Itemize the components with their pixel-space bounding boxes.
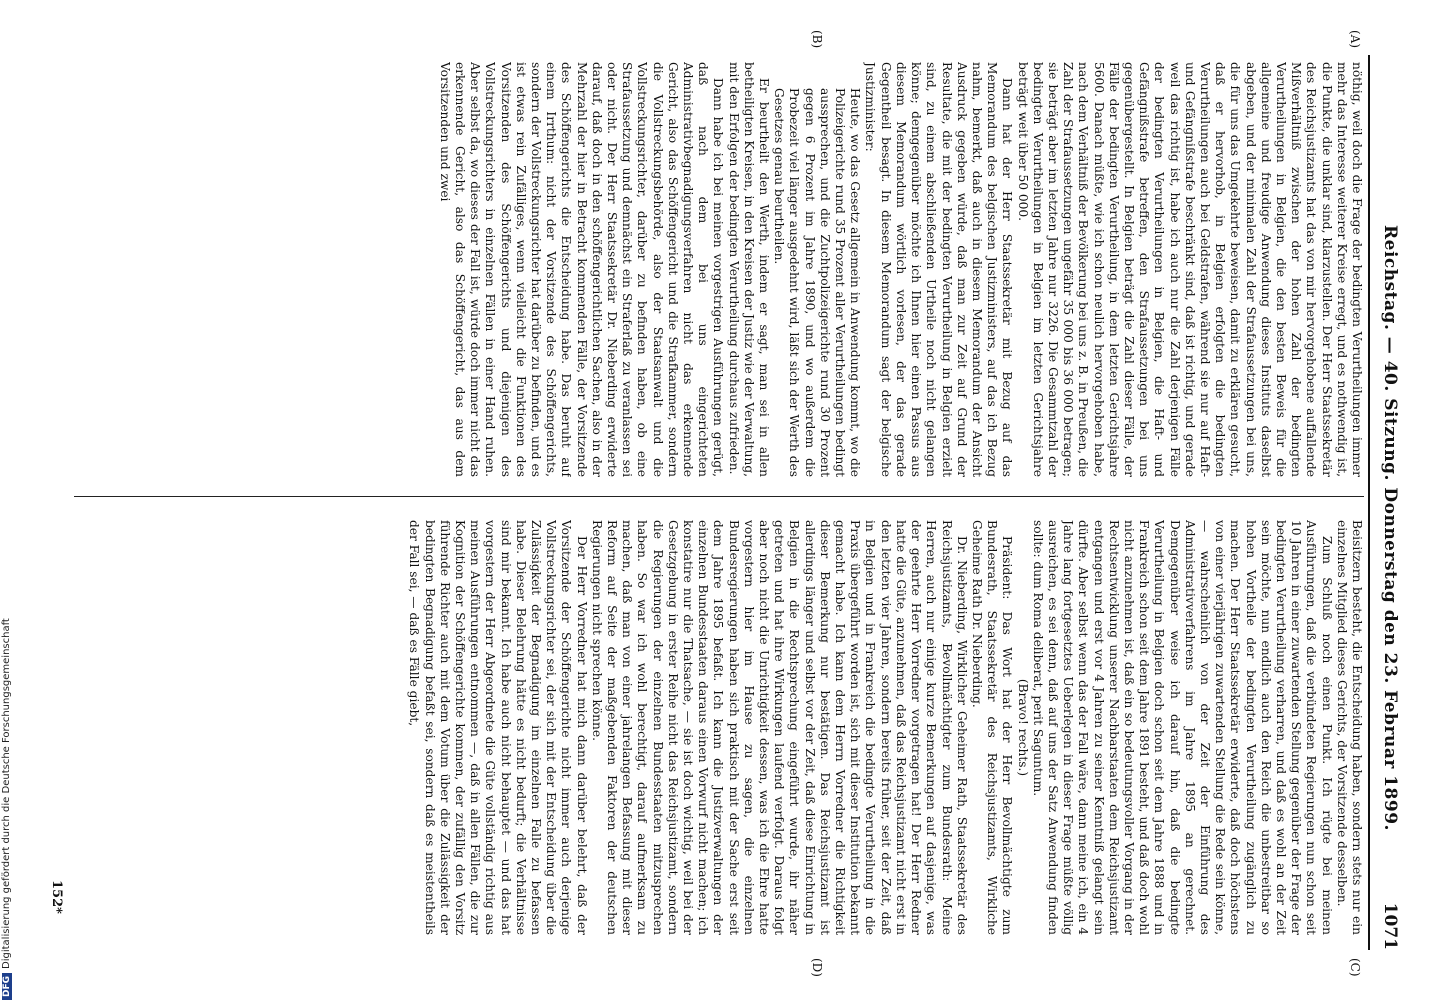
- page-header: [1368, 55, 1404, 950]
- left-column: [74, 62, 1364, 477]
- margin-marker-a: (A): [1348, 30, 1362, 49]
- quoted-paragraph: Heute, wo das Gesetz allgemein in Anwendung kommt, wo die Polizeigerichte rund 35 Prozent aller Verurtheilungen bedingt aussprechen, und die Zuchtpolizeigerichte rund 30 Prozent gegen 6 Prozent im Jahre 1890, und wo außerdem die Probezeit viel länger ausgedehnt wird, läßt sich der Werth des Gesetzes genau beurtheilen.: [772, 88, 863, 477]
- header-title: Reichstag. — 40. Sitzung. Donnerstag den 23. Februar 1899.: [1380, 225, 1400, 831]
- margin-marker-c: (C): [1348, 958, 1362, 977]
- paragraph: Er beurtheilt den Werth, indem er sagt, man sei in allen betheiligten Kreisen, in den Kreisen der Justiz wie der Verwaltung, mit den Erfolgen der bedingten Verurtheilung durchaus zufrieden.: [726, 62, 772, 477]
- paragraph: Beisitzern besteht, die Entscheidung haben, sondern stets nur ein einzelnes Mitglied dieses Gerichts, der Vorsitzende desselben.: [1334, 520, 1364, 935]
- page-number: 1071: [1380, 902, 1400, 950]
- dfg-logo-icon: DFG: [2, 973, 12, 1000]
- applause-note: (Bravo! rechts.): [1015, 678, 1030, 777]
- margin-marker-d: (D): [810, 958, 824, 977]
- paragraph: Zum Schluß noch einen Punkt. Ich rügte bei meinen Ausführungen, daß die verbündeten Regierungen nun schon seit 10 Jahren in einer zuwartenden Stellung gegenüber der Frage der bedingten Verurtheilung verharren, und daß es wohl an der Zeit sein möchte, nun endlich auch den Reich die unbestreitbar so hohen Vortheile der bedingten Verurtheilung zugänglich zu machen. Der Herr Staatssekretär erwiderte, daß doch höchstens von einer vierjährigen zuwartenden Stellung die Rede sein könne, — wahrscheinlich von der Zeit der Einführung des Administrativverfahrens im Jahre 1895 an gerechnet. Demgegenüber weise ich darauf hin, daß die bedingte Verurtheilung in Belgien doch schon seit dem Jahre 1888 und in Frankreich schon seit dem Jahre 1891 besteht, und daß doch wohl nicht anzunehmen ist, daß ein so bedeutungsvoller Vorgang in der Rechtsentwicklung unserer Nachbarstaaten dem Reichsjustizamt entgangen und erst vor 4 Jahren zu seiner Kenntniß gelangt sein dürfte. Aber selbst wenn das der Fall wäre, dann meine ich, ein 4 Jahre lang fortgesetztes Ueberlegen in dieser Frage müßte völlig ausreichen, es sei denn, daß auf uns der Satz Anwendung finden sollte: dum Roma deliberat, perit Saguntum.: [1030, 520, 1334, 935]
- signature-mark: 152*: [49, 880, 64, 914]
- credit-text: Digitalisierung gefördert durch die Deutsche Forschungsgemeinschaft: [1, 618, 12, 969]
- digitization-credit: [1, 618, 12, 1000]
- paragraph: Der Herr Vorredner hat mich dann darüber belehrt, daß der Vorsitzende der Schöffengerichte nicht immer auch derjenige Vollstreckungsrichter sei, der sich mit der Entscheidung über die Zulässigkeit der Begnadigung im einzelnen Falle zu befassen habe. Dieser Belehrung hätte es nicht bedurft; die Verhältnisse sind mir bekannt. Ich habe auch nicht behauptet — und das hat vorgestern der Herr Abgeordnete die Güte vollständig richtig aus meinen Ausführungen entnommen —, daß in allen Fällen, die zur Kognition der Schöffengerichte kommen, der zufällig den Vorsitz führende Richter auch mit dem Votum über die Zulässigkeit der bedingten Begnadigung befaßt sei, sondern daß es meistentheils der Fall sei, — daß es Fälle giebt,: [407, 520, 589, 935]
- paragraph: Dann hat der Herr Staatssekretär mit Bezug auf das Memorandum des belgischen Justizministers, auf das ich Bezug nahm, bemerkt, daß auch in diesem Memorandum der Ansicht Ausdruck gegeben würde, daß man zur Zeit auf Grund der Resultate, die mit der bedingten Verurtheilung in Belgien erzielt sind, zu einem abschließenden Urtheile noch nicht gelangen könne; demgegenüber möchte ich Ihnen hier einen Passus aus diesem Memorandum wörtlich vorlesen, der das gerade Gegentheil besagt. In diesem Memorandum sagt der belgische Justizminister:: [863, 62, 1015, 477]
- paragraph: Dann habe ich bei meinen vorgestrigen Ausführungen gerügt, daß nach dem bei uns eingerichteten Administrativbegnadigungsverfahren nicht das erkennende Gericht, also das Schöffengericht und die Strafkammer, sondern die Vollstreckungsbehörde, also der Staatsanwalt und die Vollstreckungsrichter, darüber zu befinden haben, ob eine Strafaussetzung und demnächst ein Straferlaß zu veranlassen sei oder nicht. Der Herr Staatssekretär Dr. Nieberding erwiderte darauf, daß doch in den schöffengerichtlichen Sachen, also in der Mehrzahl der hier in Betracht kommenden Fälle, der Vorsitzende des Schöffengerichts die Entscheidung habe. Das beruht auf einem Irrthum: nicht der Vorsitzende des Schöffengerichts, sondern der Vollstreckungsrichter hat darüber zu befinden, und es ist etwas rein Zufälliges, wenn vielleicht die Funktionen des Vorsitzenden des Schöffengerichts und diejenigen des Vollstreckungsrichters in einzelnen Fällen in einer Hand ruhen. Aber selbst da, wo dieses der Fall ist, würde doch immer nicht das erkennende Gericht, also das Schöffengericht, das aus dem Vorsitzenden und zwei: [437, 62, 726, 477]
- paragraph: Dr. Nieberding, Wirklicher Geheimer Rath, Staatssekretär des Reichsjustizamts, Bevollmächtigter zum Bundesrath: Meine Herren, auch nur einige kurze Bemerkungen auf dasjenige, was der geehrte Herr Vorredner vorgetragen hat! Der Herr Redner hatte die Güte, anzunehmen, daß das Reichsjustizamt nicht erst in den letzten vier Jahren, sondern bereits früher, seit der Zeit, daß in Belgien und in Frankreich die bedingte Verurtheilung in die Praxis übergeführt worden ist, sich mit dieser Institution bekannt gemacht habe. Ich kann dem Herrn Vorredner die Richtigkeit dieser Bemerkung nur bestätigen. Das Reichsjustizamt ist allerdings länger und selbst vor der Zeit, daß diese Einrichtung in Belgien in die Rechtsprechung eingeführt wurde, ihr näher getreten und hat ihre Wirkungen laufend verfolgt. Daraus folgt aber noch nicht die Unrichtigkeit dessen, was ich die Ehre hatte vorgestern hier im Hause zu sagen, die einzelnen Bundesregierungen haben sich praktisch mit der Sache erst seit dem Jahre 1895 befaßt. Ich kann die Justizverwaltungen der einzelnen Bundesstaaten daraus einen Vorwurf nicht machen; ich konstatire nur die Thatsache, — sie ist doch wichtig, weil bei der Gesetzgebung in erster Reihe nicht das Reichsjustizamt, sondern die Regierungen der einzelnen Bundesstaaten mitzusprechen haben. So war ich wohl berechtigt, darauf aufmerksam zu machen, daß man von einer jahrelangen Befassung mit dieser Reform auf Seite der maßgebenden Faktoren der deutschen Regierungen nicht sprechen könne.: [589, 520, 969, 935]
- column-divider: [74, 496, 1364, 497]
- paragraph: Präsident: Das Wort hat der Herr Bevollmächtigte zum Bundesrath, Staatssekretär des Reichsjustizamts, Wirkliche Geheime Rath Dr. Nieberding.: [969, 520, 1015, 935]
- right-column: [74, 520, 1364, 935]
- paragraph: nöthig, weil doch die Frage der bedingten Verurtheilungen immer mehr das Interesse weiterer Kreise erregt, und es nothwendig ist, die Punkte, die unklar sind, klarzustellen. Der Herr Staatssekretär des Reichsjustizamts hat das von mir hervorgehobene auffallende Mißverhältniß zwischen der hohen Zahl der bedingten Verurtheilungen in Belgien, die den besten Beweis für die allgemeine und freudige Anwendung dieses Instituts daselbst abgeben, und der minimalen Zahl der Strafaussetzungen bei uns, die für uns das Umgekehrte beweisen, damit zu erklären gesucht, daß er hervorhob, in Belgien erfolgten die bedingten Verurtheilungen auch bei Geldstrafen, während sie nur auf Haft- und Gefängnißstrafe beschränkt sind, daß ist richtig, und gerade weil das richtig ist, habe ich auch nur die Zahl derjenigen Fälle der bedingten Verurtheilungen in Belgien, die Haft- und Gefängnißstrafe betreffen, den Strafaussetzungen bei uns gegenübergestellt. In Belgien beträgt die Zahl dieser Fälle, der Fälle der bedingten Verurtheilung, in dem letzten Gerichtsjahre 5600. Danach müßte, wie ich schon neulich hervorgehoben habe, nach dem Verhältniß der Bevölkerung bei uns z. B. in Preußen, die Zahl der Strafaussetzungen ungefähr 35 000 bis 36 000 betragen; sie beträgt aber im letzten Jahre nur 3226. Die Gesammtzahl der bedingten Verurtheilungen in Belgien im letzten Gerichtsjahre beträgt weit über 50 000.: [1015, 62, 1364, 477]
- margin-marker-b: (B): [810, 30, 824, 49]
